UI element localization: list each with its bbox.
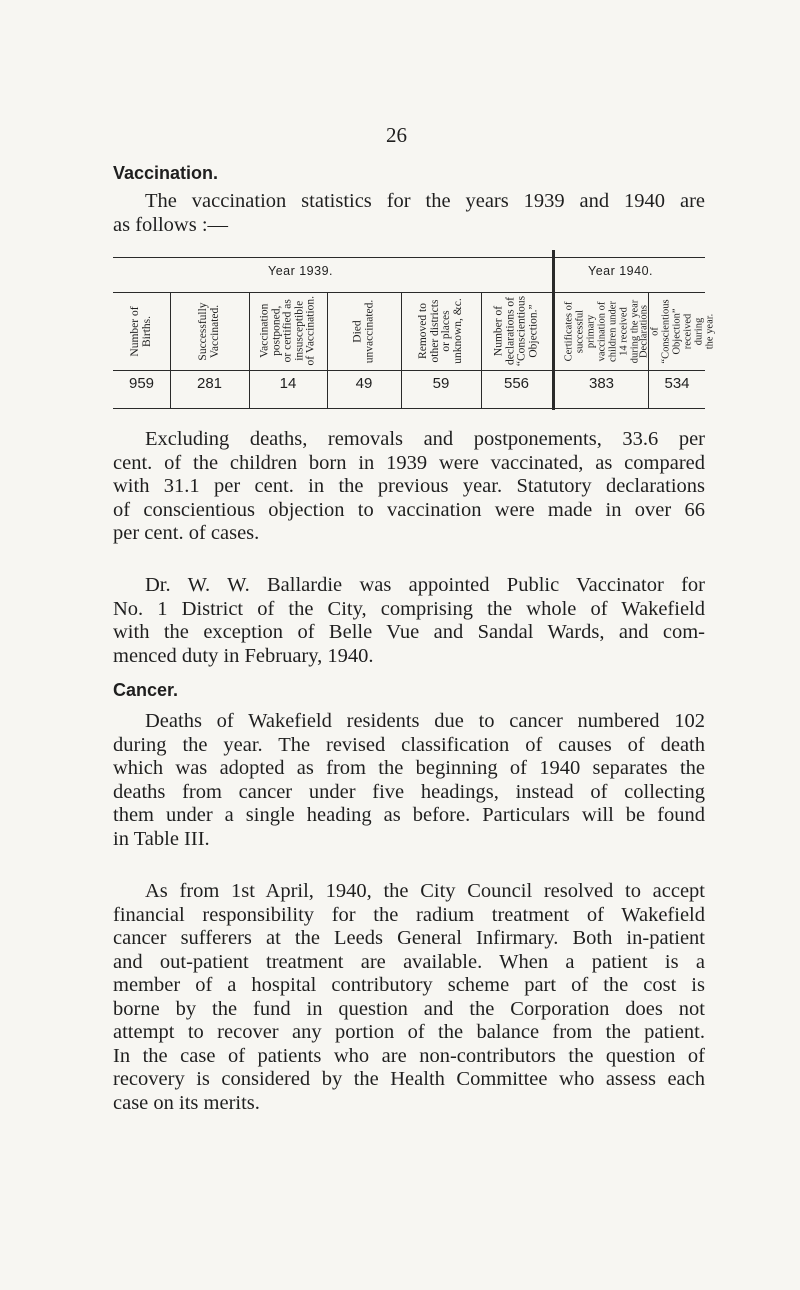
table-cell: 281 <box>196 375 223 392</box>
header-postponed <box>249 293 327 369</box>
text-line: with the exception of Belle Vue and Sandal Wards, and com- <box>113 621 705 643</box>
header-died-unvaccinated <box>327 293 401 369</box>
table-cell: 534 <box>664 375 690 392</box>
vaccination-paragraph-2 <box>113 428 705 546</box>
table-cell: 556 <box>503 375 530 392</box>
vaccination-heading: Vaccination. <box>113 163 219 183</box>
page-number: 26 <box>386 123 407 147</box>
header-certificates <box>555 293 648 369</box>
text-line: financial responsibility for the radium treatment of Wakefield <box>113 903 705 926</box>
text-line: As from 1st April, 1940, the City Council resolved to accept <box>145 880 705 902</box>
text-line: Dr. W. W. Ballardie was appointed Public Vaccinator for <box>145 574 705 596</box>
text-line: which was adopted as from the beginning of 1940 separates the <box>113 757 705 779</box>
cancer-paragraph-2 <box>113 880 705 1115</box>
table-cell: 959 <box>128 375 155 392</box>
cancer-paragraph-1 <box>113 710 705 851</box>
header-text: Vaccination postponed, or certified as insusceptible of Vaccination. <box>258 296 317 366</box>
table-cell: 59 <box>432 375 450 392</box>
text-line: member of a hospital contributory scheme part of the cost is <box>113 974 705 996</box>
text-line: of conscientious objection to vaccination were made in over 66 <box>113 498 705 521</box>
text-line: during the year. The revised classification of causes of death <box>113 733 705 756</box>
header-text: Declarations of “Conscientious Objection” received during the year. <box>638 298 716 364</box>
header-declarations-received <box>638 293 716 369</box>
table-cell: 14 <box>279 375 297 392</box>
text-line: Deaths of Wakefield residents due to cancer numbered 102 <box>145 710 705 732</box>
text-line: cancer sufferers at the Leeds General Infirmary. Both in-patient <box>113 927 705 949</box>
text-line: case on its merits. <box>113 1091 260 1114</box>
cancer-heading: Cancer. <box>113 680 179 700</box>
header-removed <box>401 293 481 369</box>
table-cell: 383 <box>588 375 615 392</box>
vaccination-table <box>113 250 716 410</box>
vaccination-intro <box>113 190 705 237</box>
year-1939-label: Year 1939. <box>268 264 334 278</box>
header-births <box>113 293 170 369</box>
header-text: Successfully Vaccinated. <box>197 301 221 361</box>
text-line: cent. of the children born in 1939 were vaccinated, as compared <box>113 451 705 474</box>
text-line: per cent. of cases. <box>113 522 260 544</box>
text-line: No. 1 District of the City, comprising the whole of Wakefield <box>113 597 705 620</box>
text-line: The vaccination statistics for the years 1939 and 1940 are <box>145 190 705 212</box>
header-declarations <box>481 293 552 369</box>
text-line: as follows :— <box>113 213 229 236</box>
header-text: Certificates of successful primary vaccination of children under 14 received during the year <box>563 299 640 363</box>
text-line: borne by the fund in question and the Corporation does not <box>113 997 705 1020</box>
text-line: Excluding deaths, removals and postponements, 33.6 per <box>145 428 705 450</box>
text-line: In the case of patients who are non-contributors the question of <box>113 1044 705 1067</box>
table-top-rule <box>113 257 705 258</box>
header-text: Died unvaccinated. <box>351 299 375 363</box>
text-line: menced duty in February, 1940. <box>113 644 374 667</box>
vaccination-paragraph-3 <box>113 574 705 668</box>
header-text: Number of declarations of “Conscientious Objection.” <box>492 295 539 367</box>
header-successfully-vaccinated <box>170 293 249 369</box>
text-line: them under a single heading as before. Particulars will be found <box>113 804 705 826</box>
text-line: with 31.1 per cent. in the previous year. Statutory declarations <box>113 475 705 497</box>
text-line: deaths from cancer under five headings, instead of collecting <box>113 780 705 803</box>
text-line: attempt to recover any portion of the balance from the patient. <box>113 1021 705 1043</box>
table-cell: 49 <box>355 375 373 392</box>
header-text: Removed to other districts or places unknown, &c. <box>417 298 464 364</box>
text-line: and out-patient treatment are available. When a patient is a <box>113 950 705 973</box>
text-line: in Table III. <box>113 827 210 850</box>
header-text: Number of Births. <box>129 305 153 357</box>
year-1940-label: Year 1940. <box>588 264 654 278</box>
text-line: recovery is considered by the Health Committee who assess each <box>113 1068 705 1090</box>
table-bottom-rule <box>113 408 705 409</box>
